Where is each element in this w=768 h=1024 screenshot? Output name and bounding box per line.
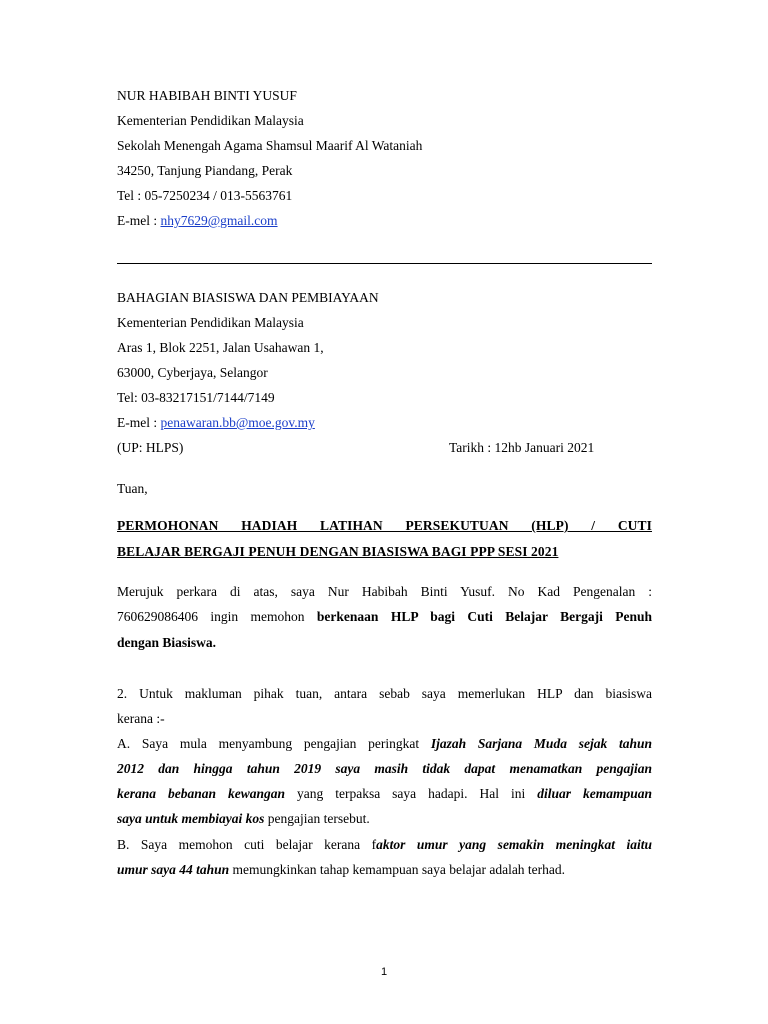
itemA-l3-emph2: diluar kemampuan xyxy=(537,786,652,801)
sender-name: NUR HABIBAH BINTI YUSUF xyxy=(117,88,297,103)
attention-line: (UP: HLPS) xyxy=(117,440,184,455)
page-number: 1 xyxy=(380,966,388,978)
para1-line-1: Merujuk perkara di atas, saya Nur Habibah Binti Yusuf. No Kad Pengenalan : xyxy=(117,584,652,599)
sender-email-label: E-mel : xyxy=(117,213,161,228)
recipient-dept: BAHAGIAN BIASISWA DAN PEMBIAYAAN xyxy=(117,290,379,305)
recipient-ministry: Kementerian Pendidikan Malaysia xyxy=(117,315,304,330)
itemA-l4-emph: saya untuk membiayai kos xyxy=(117,811,265,826)
recipient-email-label: E-mel : xyxy=(117,415,161,430)
sender-school: Sekolah Menengah Agama Shamsul Maarif Al Wataniah xyxy=(117,138,423,153)
letter-date: Tarikh : 12hb Januari 2021 xyxy=(449,440,595,455)
recipient-email-line xyxy=(117,414,315,432)
itemB-l2-plain: memungkinkan tahap kemampuan saya belajar adalah terhad. xyxy=(229,862,566,877)
itemB-l2-emph: umur saya 44 tahun xyxy=(117,862,230,877)
itemA-l3-plain: yang terpaksa saya hadapi. Hal ini xyxy=(285,786,538,801)
para1-l2-bold: berkenaan HLP bagi Cuti Belajar Bergaji Penuh xyxy=(316,609,653,624)
itemA-line-4 xyxy=(117,810,370,828)
para2-line-1: 2. Untuk makluman pihak tuan, antara sebab saya memerlukan HLP dan biasiswa xyxy=(117,686,652,701)
recipient-email-link[interactable]: penawaran.bb@moe.gov.my xyxy=(160,415,315,430)
para1-l2-plain: 760629086406 ingin memohon xyxy=(117,609,317,624)
sender-ministry: Kementerian Pendidikan Malaysia xyxy=(117,113,304,128)
itemA-l1-plain: A. Saya mula menyambung pengajian peringkat xyxy=(117,736,431,751)
sender-email-line xyxy=(117,212,278,230)
itemA-l4-plain: pengajian tersebut. xyxy=(264,811,370,826)
header-divider xyxy=(117,263,652,264)
recipient-tel: Tel: 03-83217151/7144/7149 xyxy=(117,390,275,405)
itemA-l3-emph: kerana bebanan kewangan xyxy=(117,786,285,801)
subject-line-1: PERMOHONAN HADIAH LATIHAN PERSEKUTUAN (HLP) / CUTI xyxy=(117,518,652,533)
itemA-line-3 xyxy=(117,785,652,803)
sender-tel: Tel : 05-7250234 / 013-5563761 xyxy=(117,188,293,203)
para1-line-3: dengan Biasiswa. xyxy=(117,635,217,650)
sender-email-link[interactable]: nhy7629@gmail.com xyxy=(160,213,278,228)
itemB-line-1 xyxy=(117,836,652,854)
itemA-line-1 xyxy=(117,735,652,753)
salutation: Tuan, xyxy=(117,481,148,496)
recipient-address1: Aras 1, Blok 2251, Jalan Usahawan 1, xyxy=(117,340,324,355)
itemA-l1-emph: Ijazah Sarjana Muda sejak tahun xyxy=(430,736,652,751)
itemB-line-2 xyxy=(117,861,565,879)
para1-line-2 xyxy=(117,608,652,626)
itemA-line-2: 2012 dan hingga tahun 2019 saya masih tidak dapat menamatkan pengajian xyxy=(117,761,652,776)
subject-line-2: BELAJAR BERGAJI PENUH DENGAN BIASISWA BAGI PPP SESI 2021 xyxy=(117,544,559,559)
sender-address: 34250, Tanjung Piandang, Perak xyxy=(117,163,293,178)
itemB-l1-emph: aktor umur yang semakin meningkat iaitu xyxy=(376,837,652,852)
itemB-l1-plain: B. Saya memohon cuti belajar kerana f xyxy=(117,837,377,852)
recipient-address2: 63000, Cyberjaya, Selangor xyxy=(117,365,268,380)
para2-line-2: kerana :- xyxy=(117,711,165,726)
